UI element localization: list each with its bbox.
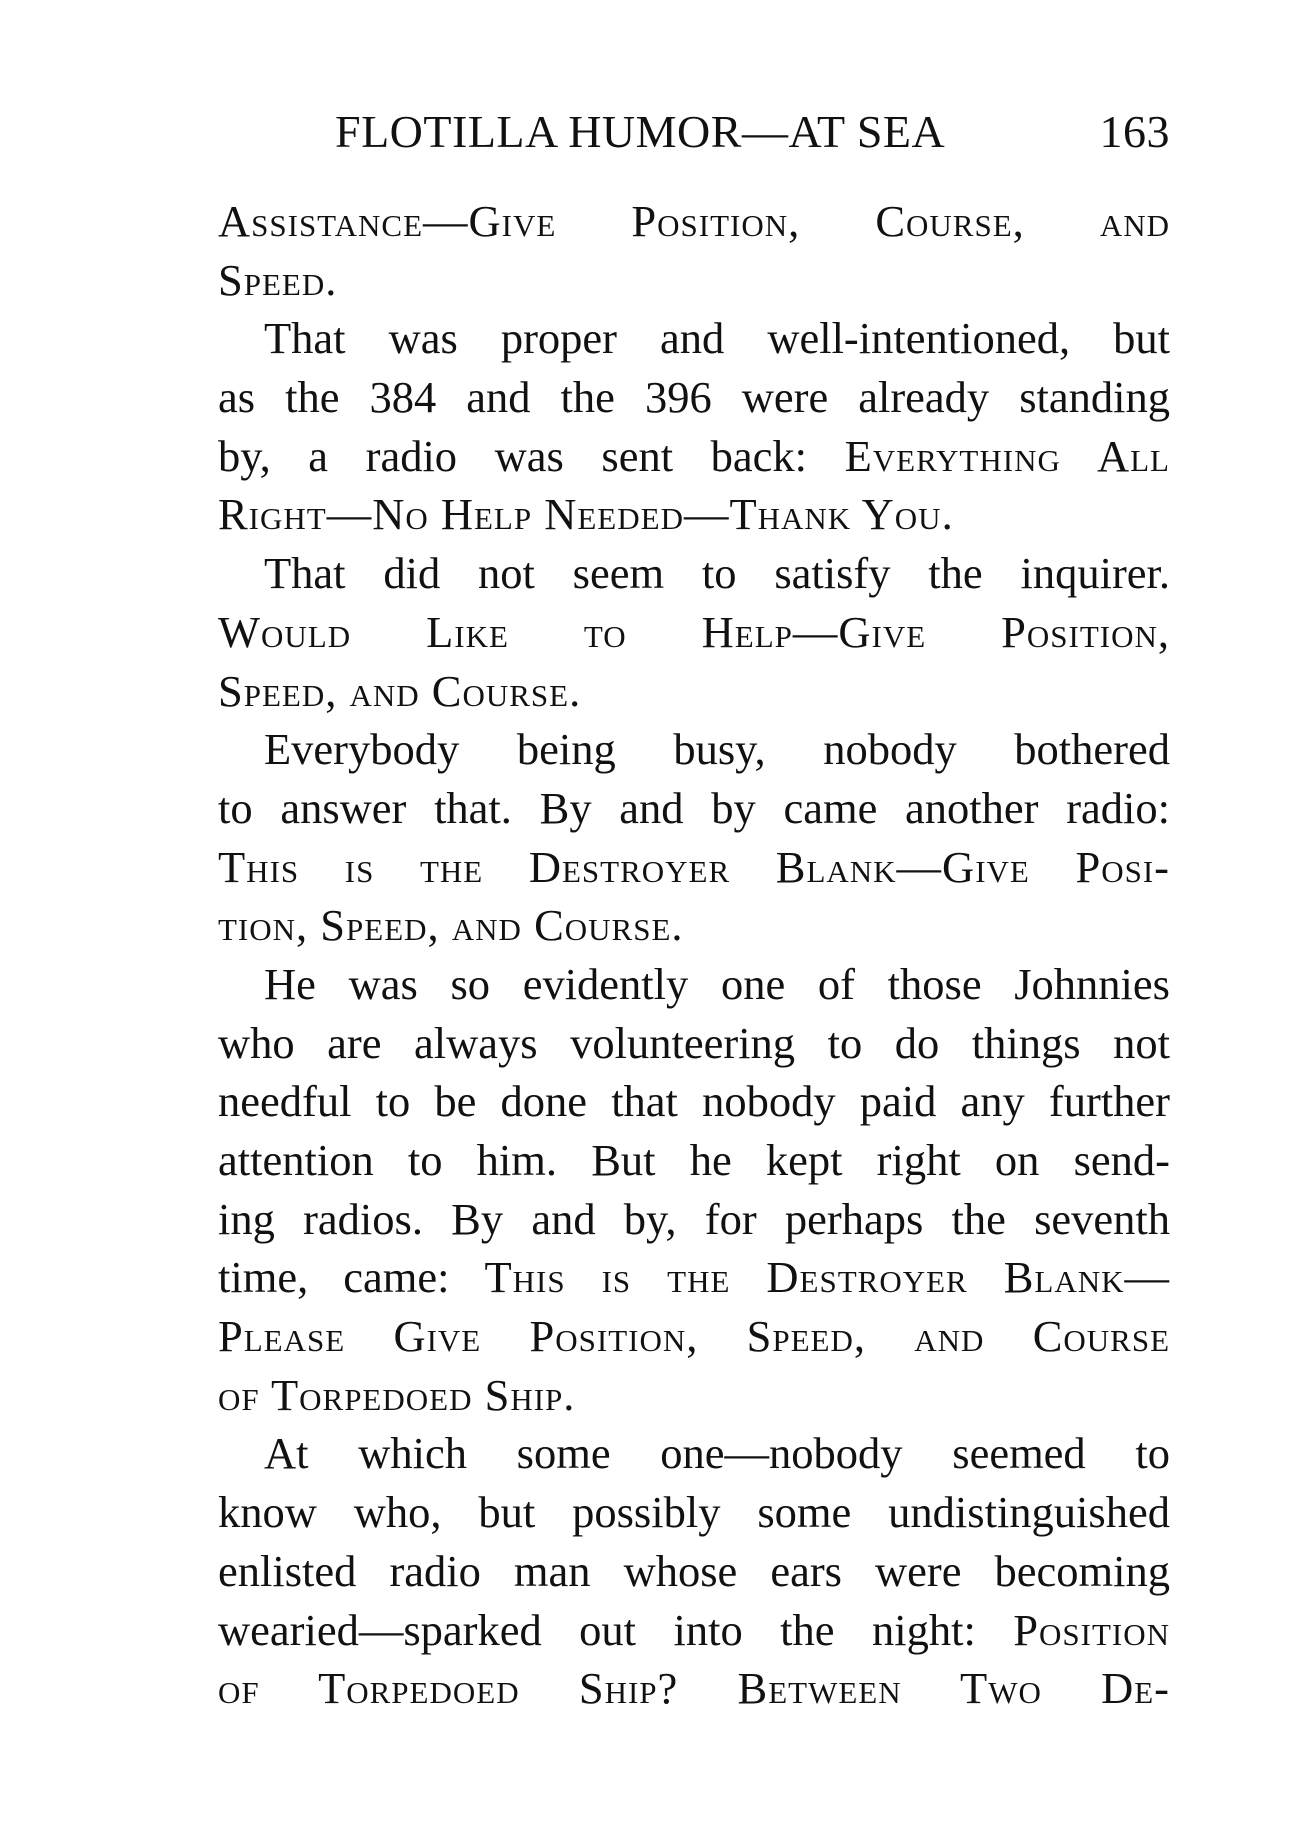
small-caps-text: Right—No Help Needed—Thank You. [218,489,954,540]
small-caps-text: This is the Destroyer Blank—Give Posi- [218,841,1170,892]
text-run: He was so evidently one of those Johnnies [264,958,1170,1009]
paragraph [218,309,1170,544]
text-line [218,896,1170,955]
text-run: needful to be done that nobody paid any further [218,1076,1170,1127]
text-line [218,1542,1170,1601]
text-line [218,1483,1170,1542]
small-caps-text: Please Give Position, Speed, and Course [218,1311,1170,1362]
text-line [218,1072,1170,1131]
text-run: That was proper and well-intentioned, but [264,313,1170,364]
text-run: That did not seem to satisfy the inquirer. [264,548,1170,599]
page-number: 163 [1099,106,1170,157]
text-line [218,1190,1170,1249]
text-run: At which some one—nobody seemed to [264,1428,1170,1479]
small-caps-text: tion, Speed, and Course. [218,900,684,951]
text-line [218,192,1170,251]
text-line [218,251,1170,310]
text-line [218,603,1170,662]
small-caps-text: of Torpedoed Ship? Between Two De- [218,1663,1170,1714]
text-line [218,838,1170,897]
text-line [218,1424,1170,1483]
text-run: Everybody being busy, nobody bothered [264,724,1170,775]
text-line [218,427,1170,486]
running-title: FLOTILLA HUMOR—AT SEA [335,106,946,157]
text-line [218,955,1170,1014]
small-caps-text: of Torpedoed Ship. [218,1369,576,1420]
text-run: to answer that. By and by came another radio: [218,782,1170,833]
paragraph [218,544,1170,720]
text-line [218,309,1170,368]
text-run: know who, but possibly some undistinguished [218,1487,1170,1538]
text-run: by, a radio was sent back: [218,430,845,481]
paragraph [218,192,1170,309]
text-line [218,1307,1170,1366]
text-run: as the 384 and the 396 were already standing [218,372,1170,423]
text-line [218,1248,1170,1307]
paragraph [218,955,1170,1425]
text-line [218,720,1170,779]
text-line [218,368,1170,427]
small-caps-text: This is the Destroyer Blank— [484,1252,1170,1303]
small-caps-text: Everything All [844,430,1170,481]
paragraph [218,720,1170,955]
small-caps-text: Would Like to Help—Give Position, [218,606,1170,657]
text-line [218,1601,1170,1660]
text-run: attention to him. But he kept right on send- [218,1135,1170,1185]
text-line [218,1014,1170,1073]
text-line [218,1366,1170,1425]
small-caps-text: Position [1013,1604,1170,1655]
text-run: enlisted radio man whose ears were becoming [218,1545,1170,1596]
text-line [218,544,1170,603]
text-line [218,1659,1170,1718]
small-caps-text: Speed, and Course. [218,665,582,716]
text-line [218,662,1170,721]
text-run: wearied—sparked out into the night: [218,1604,1014,1655]
small-caps-text: Speed. [218,254,338,305]
small-caps-text: Assistance—Give Position, Course, and [218,196,1170,246]
text-line [218,1131,1170,1190]
text-run: time, came: [218,1252,485,1303]
text-line [218,779,1170,838]
text-run: who are always volunteering to do things not [218,1017,1170,1068]
body-text [218,192,1170,1718]
running-header [335,102,1170,162]
text-line [218,485,1170,544]
text-run: ing radios. By and by, for perhaps the seventh [218,1193,1170,1244]
paragraph [218,1424,1170,1717]
